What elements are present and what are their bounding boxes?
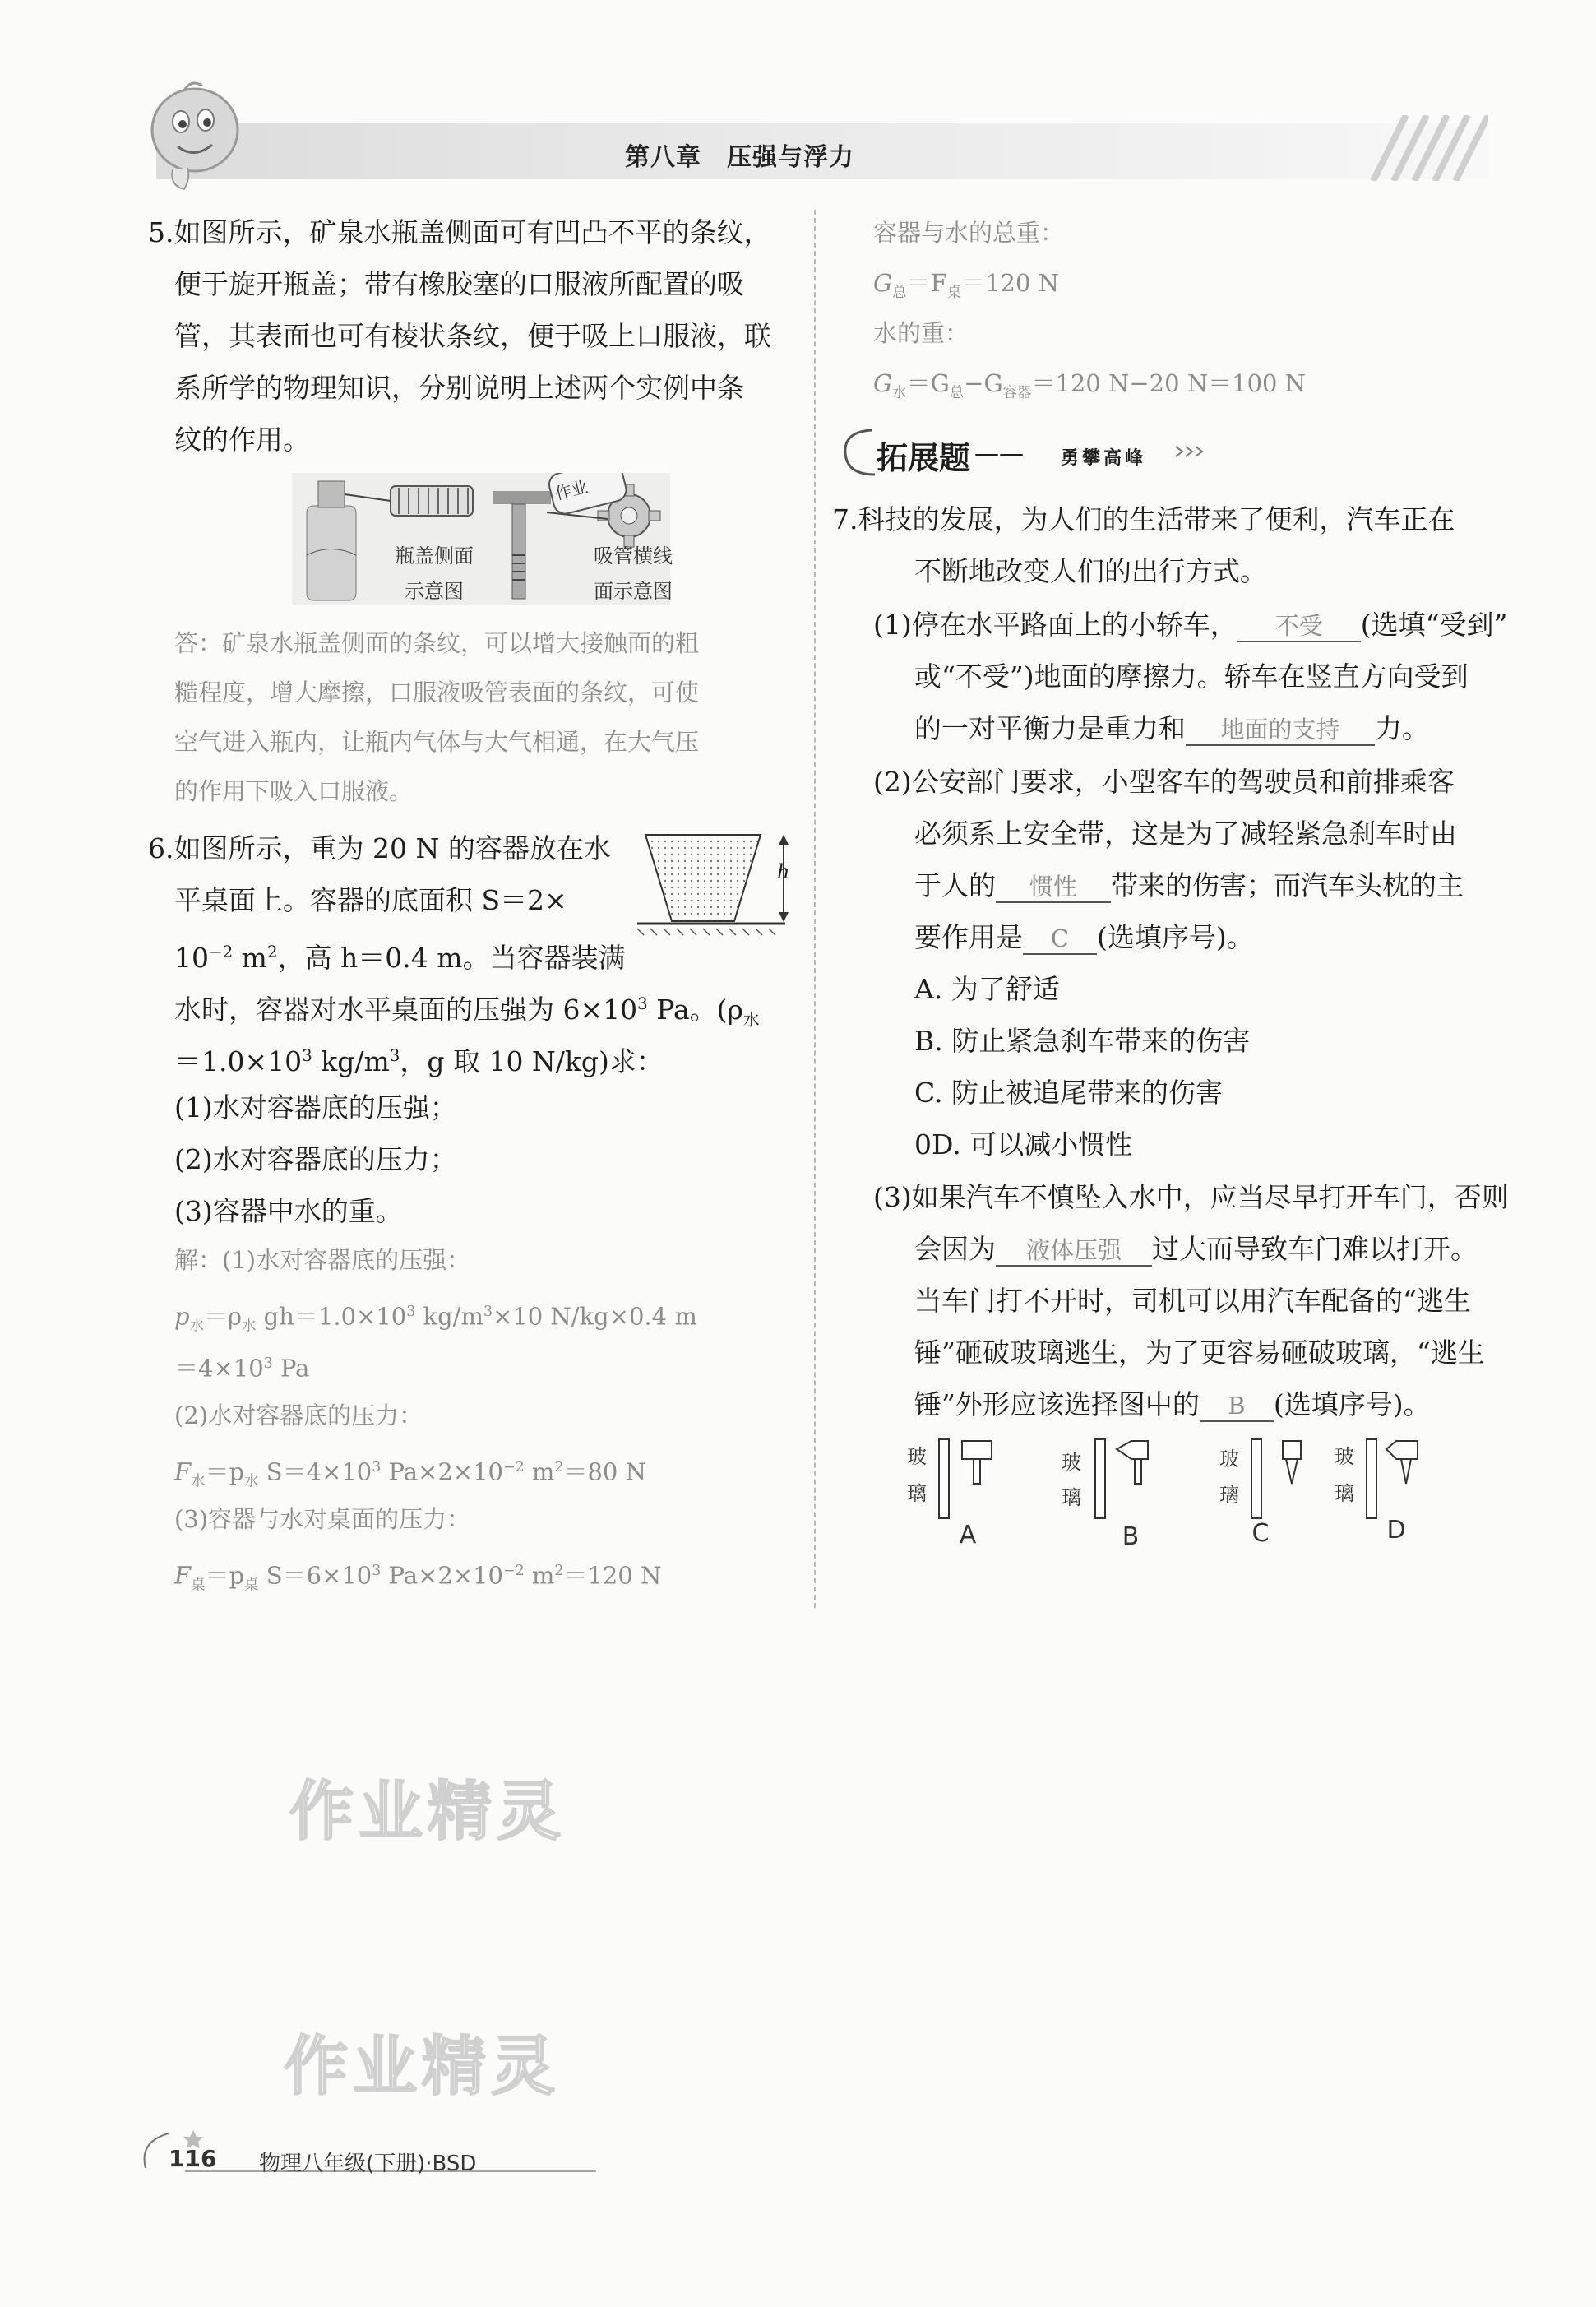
q7-p3: 锤”砸破玻璃逃生，为了更容易砸破玻璃，“逃生 [914,1336,1485,1369]
q7-p3: (3)如果汽车不慎坠入水中，应当尽早打开车门，否则 [873,1181,1509,1213]
q5-answer-line: 答：矿泉水瓶盖侧面的条纹，可以增大接触面的粗 [174,629,700,657]
answer-blank: B [1200,1391,1274,1422]
q7-option-c: C. 防止被追尾带来的伤害 [914,1077,1224,1109]
glass-label: 玻 [1062,1451,1081,1474]
glass-label: 玻 [1335,1445,1354,1468]
q5-line: 纹的作用。 [174,424,310,456]
glass-label: 璃 [1062,1486,1081,1509]
q6-right-line: $G_总=F_桌=120$ N [873,269,1060,301]
q7-p2: 要作用是 C (选填序号)。 [914,921,1254,953]
choice-label-b: B [1122,1522,1140,1551]
watermark: 作业精灵 [284,2030,561,2104]
q7-option-d: 0D. 可以减小惯性 [914,1128,1133,1160]
q6-solution-title: (2)水对容器底的压力： [174,1401,423,1429]
q6-line: 水时，容器对水平桌面的压强为 $6\times 10^3$ Pa。($\rho_水$ [174,994,760,1030]
h-label: h [777,860,790,883]
q6-solution-line: $F_水=p_水$ $S=4\times 10^3$ $Pa\times 2\times 10^{-2}$ $m^2=80$ N [174,1457,646,1490]
q5-line: 系所学的物理知识，分别说明上述两个实例中条 [174,372,744,404]
q6-line: $=1.0\times 10^3$ $kg/m^3$，g 取 10 N/kg)求： [174,1045,664,1077]
q7-option-a: A. 为了舒适 [914,973,1060,1005]
q5-answer-line: 空气进入瓶内，让瓶内气体与大气相通，在大气压 [174,728,700,756]
q6-line: 6.如图所示，重为 20 N 的容器放在水 [148,832,611,864]
q6-right-line: $G_水=G_总-G_{容器}=120$ N−20 N＝100 N [873,369,1307,401]
watermark: 作业精灵 [289,1775,567,1849]
q7-p3: 当车门打不开时，司机可以用汽车配备的“逃生 [914,1285,1471,1317]
q5-answer-line: 的作用下吸入口服液。 [174,777,414,805]
q7-line: 7.科技的发展，为人们的生活带来了便利，汽车正在 [832,503,1455,535]
choice-label-d: D [1386,1516,1406,1545]
chapter-title: 第八章 压强与浮力 [625,143,854,172]
q6-sub1: (1)水对容器底的压强； [174,1091,457,1123]
q5-answer-line: 糙程度，增大摩擦，口服液吸管表面的条纹，可使 [174,679,700,706]
glass-label: 玻 [1219,1448,1239,1471]
q7-p2: (2)公安部门要求，小型客车的驾驶员和前排乘客 [873,766,1455,798]
choice-label-c: C [1251,1519,1270,1548]
mascot-logo [141,79,248,194]
q7-p3: 锤”外形应该选择图中的 B (选填序号)。 [914,1388,1431,1420]
q7-p1: 的一对平衡力是重力和 地面的支持 力。 [914,712,1429,744]
answer-blank: 惯性 [996,872,1111,903]
q6-solution-line: $=4\times 10^3$ Pa [174,1354,310,1383]
glass-label: 璃 [1335,1482,1354,1505]
answer-blank: 不受 [1237,611,1361,642]
q7-option-b: B. 防止紧急刹车带来的伤害 [914,1025,1251,1057]
q6-solution-line: $p_水=\rho_水$ $gh=1.0\times 10^3$ $kg/m^3\times 10$ N/kg×0.4 m [174,1302,697,1335]
page-number: 116 [169,2145,217,2172]
choice-label-a: A [959,1521,977,1550]
hammer-options-figure [904,1431,1439,1522]
q6-solution-line: $F_桌=p_桌$ $S=6\times 10^3$ $Pa\times 2\times 10^{-2}$ $m^2=120$ N [174,1561,662,1594]
section-title: 拓展题 [877,440,971,476]
q6-right-title: 水的重： [873,319,969,347]
fig-label-cap: 示意图 [405,580,464,603]
q5-line: 管，其表面也可有棱状条纹，便于吸上口服液，联 [174,320,771,352]
header-stripes [1365,115,1488,181]
fig-label-cap: 瓶盖侧面 [395,544,474,567]
fig-label-straw: 吸管横线 [594,544,673,567]
q6-right-title: 容器与水的总重： [873,219,1065,247]
q6-solution-title: (3)容器与水对桌面的压力： [174,1505,471,1533]
q6-sub3: (3)容器中水的重。 [174,1195,403,1227]
section-subtitle: 勇攀高峰 [1061,447,1147,469]
stamp-label: 作业 [553,476,590,504]
q5-line: 便于旋开瓶盖；带有橡胶塞的口服液所配置的吸 [174,268,744,300]
q7-p3: 会因为 液体压强 过大而导致车门难以打开。 [914,1233,1478,1265]
q7-p1: (1)停在水平路面上的小轿车， 不受 (选填“受到” [873,609,1508,641]
book-title: 物理八年级(下册)·BSD [259,2152,477,2176]
section-dash: —— [974,439,1024,468]
q6-solution-title: 解：(1)水对容器底的压强： [174,1246,471,1274]
q7-line: 不断地改变人们的出行方式。 [914,555,1267,587]
answer-blank: 液体压强 [996,1235,1152,1267]
answer-blank: 地面的支持 [1186,715,1375,746]
answer-blank: C [1023,924,1097,955]
q6-line: 平桌面上。容器的底面积 S＝2× [174,884,567,916]
q7-p1: 或“不受”)地面的摩擦力。轿车在竖直方向受到 [914,660,1469,693]
q6-line: $10^{-2}$ $m^2$，高 h＝0.4 m。当容器装满 [174,942,626,974]
q7-p2: 必须系上安全带，这是为了减轻紧急刹车时由 [914,818,1457,850]
q6-sub2: (2)水对容器底的压力； [174,1143,457,1175]
column-divider [814,210,816,1608]
glass-label: 璃 [907,1482,927,1505]
q7-p2: 于人的 惯性 带来的伤害；而汽车头枕的主 [914,869,1464,901]
glass-label: 玻 [907,1445,927,1468]
fig-label-straw: 面示意图 [594,580,673,603]
q5-line: 5.如图所示，矿泉水瓶盖侧面可有凹凸不平的条纹， [148,216,771,248]
glass-label: 璃 [1219,1484,1239,1507]
